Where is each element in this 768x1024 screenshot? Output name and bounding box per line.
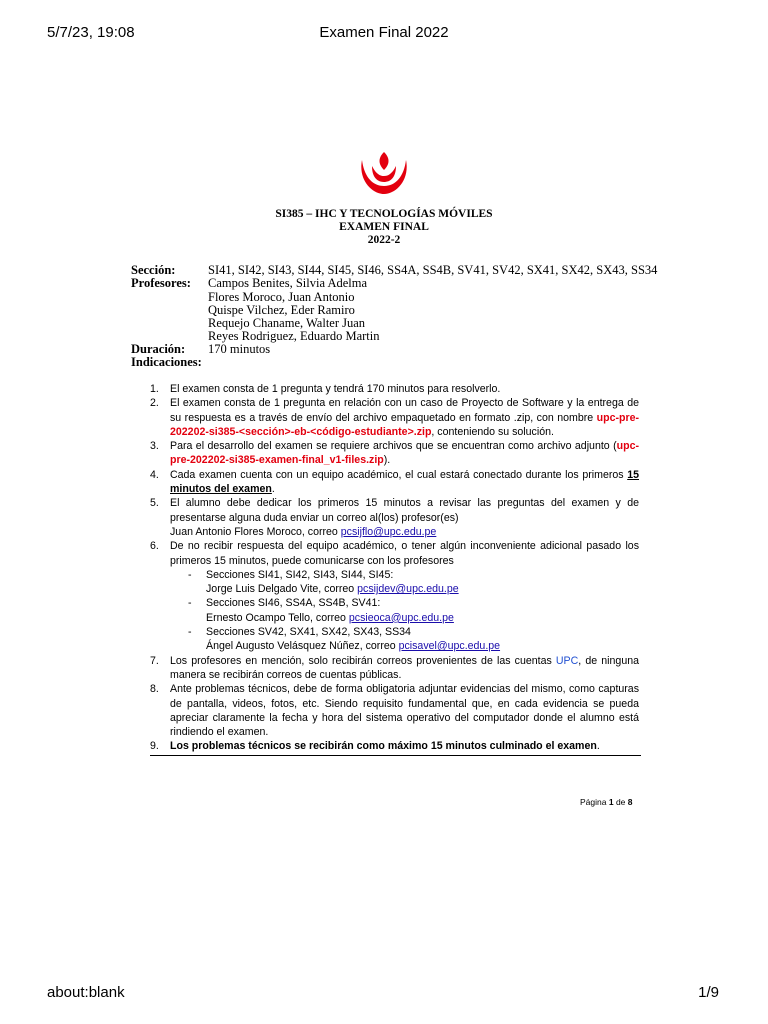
list-item: 2. El examen consta de 1 pregunta en relación con un caso de Proyecto de Software y la entrega de su respuesta es a través de envío del archivo empaquetado en formato .zip, con nombre upc-pre-202202-si385-<sección>-eb-<código-estudiante>.zip, conteniendo su solución. (150, 397, 639, 438)
sub-item: - Secciones SI41, SI42, SI43, SI44, SI45: Jorge Luis Delgado Vite, correo pcsijdev@upc.edu.pe (188, 568, 459, 596)
seccion-value: SI41, SI42, SI43, SI44, SI45, SI46, SS4A, SS4B, SV41, SV42, SX41, SX42, SX43, SS34 (208, 263, 658, 277)
print-datetime: 5/7/23, 19:08 (47, 24, 135, 41)
email-link[interactable]: pcsieoca@upc.edu.pe (348, 611, 454, 624)
course-title: SI385 – IHC Y TECNOLOGÍAS MÓVILES (275, 208, 493, 220)
duracion-label: Duración: (131, 342, 186, 356)
term-title: 2022-2 (367, 234, 401, 246)
list-item: 3. Para el desarrollo del examen se requiere archivos que se encuentran como archivo adjunto (upc-pre-202202-si385-examen-final_v1-files.zip). (150, 440, 639, 467)
list-item: 7. Los profesores en mención, solo recibirán correos provenientes de las cuentas UPC, de ninguna manera se recibirán correos de cuentas públicas. (150, 654, 639, 681)
print-pages: 1/9 (698, 984, 719, 1001)
list-item: 4. Cada examen cuenta con un equipo académico, el cual estará conectado durante los primeros 15 minutos del examen. (150, 468, 639, 496)
duracion-value: 170 minutos (208, 342, 271, 356)
upc-logo-icon (356, 150, 412, 196)
list-item: 1. El examen consta de 1 pregunta y tendrá 170 minutos para resolverlo. (150, 383, 501, 395)
profesores-label: Profesores: (131, 276, 191, 290)
profesor: Reyes Rodriguez, Eduardo Martin (208, 329, 380, 343)
print-title: Examen Final 2022 (319, 24, 449, 41)
list-item: 6. De no recibir respuesta del equipo académico, o tener algún inconveniente adicional pasado los primeros 15 minutos, puede comunicarse con los profesores (150, 540, 639, 567)
attachment-name: upc-pre-202202-si385-examen-final_v1-files.zip (170, 440, 639, 467)
footer-divider (150, 755, 641, 756)
list-item: 5. El alumno debe dedicar los primeros 15 minutos a revisar las preguntas del examen y de presentarse alguna duda enviar un correo al(los) profesor(es) Juan Antonio Flores Moroco, correo pcsijflo@upc.edu.pe (150, 497, 639, 538)
email-link[interactable]: pcsijdev@upc.edu.pe (357, 583, 459, 596)
email-link[interactable]: pcisavel@upc.edu.pe (398, 640, 501, 653)
email-link[interactable]: pcsijflo@upc.edu.pe (340, 525, 437, 538)
sub-item: - Secciones SI46, SS4A, SS4B, SV41: Ernesto Ocampo Tello, correo pcsieoca@upc.edu.pe (188, 597, 454, 624)
seccion-label: Sección: (131, 263, 176, 277)
list-item: 9. Los problemas técnicos se recibirán como máximo 15 minutos culminado el examen. (150, 740, 600, 753)
list-item: 8. Ante problemas técnicos, debe de forma obligatoria adjuntar evidencias del mismo, como capturas de pantalla, videos, fotos, etc. Siendo requisito fundamental que, en cada evidencia se pueda apreciar claramente la fecha y hora del sistema operativo del computador donde el alumno está rindiendo el examen. (150, 683, 639, 739)
indicaciones-label: Indicaciones: (131, 355, 202, 369)
indicaciones-list (150, 382, 639, 754)
profesor: Quispe Vilchez, Eder Ramiro (208, 303, 355, 317)
print-url: about:blank (47, 984, 125, 1001)
profesor: Requejo Chaname, Walter Juan (208, 316, 366, 330)
profesor: Campos Benites, Silvia Adelma (208, 276, 368, 290)
page-number: Página 1 de 8 (580, 797, 633, 807)
exam-titles (0, 208, 768, 247)
print-header (0, 24, 768, 44)
exam-title: EXAMEN FINAL (339, 221, 429, 233)
profesor: Flores Moroco, Juan Antonio (208, 290, 355, 304)
sub-item: - Secciones SV42, SX41, SX42, SX43, SS34 Ángel Augusto Velásquez Núñez, correo pcisavel@upc.edu.pe (188, 626, 501, 653)
zip-name: upc-pre-202202-si385-<sección>-eb-<código-estudiante>.zip (170, 411, 639, 438)
